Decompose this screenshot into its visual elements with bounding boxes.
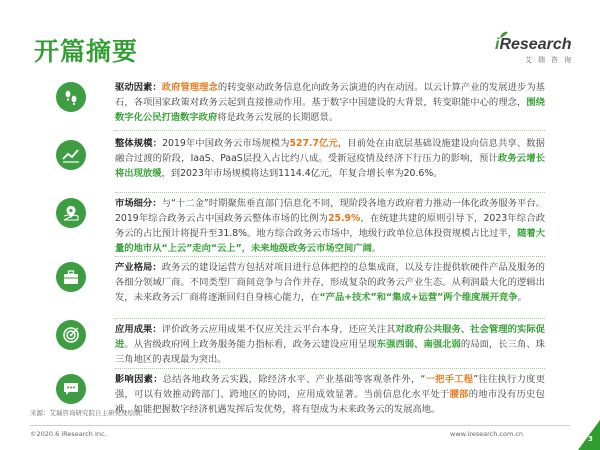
section-label: 整体规模：	[115, 138, 163, 149]
section-results: 应用成果：评价政务云应用成果不仅应关注云平台本身，还应关注其对政府公共服务、社会管理的实际促进。从省级政府网上政务服务能力指标看，政务云建设应用呈现东强西弱、南强北弱的局面，长三角、珠三角地区的表现最为突出。	[115, 324, 545, 365]
website-url: www.iresearch.com.cn	[450, 430, 524, 438]
target-icon	[56, 320, 86, 350]
page-title: 开篇摘要	[34, 37, 139, 66]
section-segmentation: 市场细分：与“十二金”时期聚焦垂直部门信息化不同，现阶段各地方政府着力推动一体化政务服务平台。2019年综合政务云占中国政务云整体市场的比例为25.9%，在统建共建的原则引导下，2023年综合政务云的占比预计将提升至31.8%。地方综合政务云市场中，地级行政单位总体投资规模占比过半，随着大量的地市从“上云”走向“云上”，未来地级政务云市场空间广阔。	[115, 198, 545, 254]
footsteps-icon	[56, 82, 86, 112]
page-number: 3	[588, 435, 593, 443]
section-label: 市场细分：	[115, 198, 162, 209]
section-label: 应用成果：	[115, 324, 162, 335]
footer-divider	[30, 425, 570, 426]
line-chart-icon	[56, 140, 86, 170]
divider	[115, 130, 545, 131]
source-note: 来源：艾瑞咨询研究院自主研究及绘制。	[30, 409, 147, 417]
divider	[115, 192, 545, 193]
section-drivers: 驱动因素：政府管理理念的转变驱动政务信息化向政务云演进的内在动因。以云计算产业的发展进步为基石，各项国家政策对政务云起到直接推动作用。基于数字中国建设的大背景，转变职能中心的理念，围绕数字化公民打造数字政府将是政务云发展的长期愿景。	[115, 82, 545, 123]
brand-cn: 艾瑞咨询	[525, 56, 577, 64]
section-factors: 影响因素：总结各地政务云实践，除经济水平、产业基础等客观条件外，“一把手工程”往往执行力度更强，可以有效推动跨部门、跨地区的协同，应用成效显著。当前信息化水平处于腰部的地市没有历史包袱，如能把握数字经济机遇发挥后发优势，将有望成为未来政务云的发展高地。	[115, 374, 545, 415]
speech-bubble-icon	[56, 374, 86, 404]
section-label: 驱动因素：	[115, 82, 162, 93]
briefcase-icon	[56, 262, 86, 292]
section-scale: 整体规模：2019年中国政务云市场规模为527.7亿元，目前处在由底层基础设施建设向信息共享、数据融合过渡的阶段，IaaS、PaaS层投入占比约八成。受新冠疫情及经济下行压力的影响，预计政务云增长将出现放缓，到2023年市场规模将达到1114.4亿元，年复合增长率为20.6%。	[115, 138, 545, 179]
brand-wordmark: iResearch	[495, 36, 572, 53]
map-location-icon	[56, 198, 86, 228]
brand-logo	[495, 36, 585, 65]
divider	[115, 368, 545, 369]
leaf-icon	[499, 31, 509, 39]
section-industry: 产业格局：政务云的建设运营方包括对项目进行总体把控的总集成商，以及专注提供软硬件产品及服务的各细分领域厂商。不同类型厂商间竞争与合作并存，形成复杂的政务云产业生态。从利润最大化的逻辑出发，未来政务云厂商将逐渐回归自身核心能力，在“产品+技术”和“集成+运营”两个维度展开竞争。	[115, 262, 545, 303]
divider	[115, 256, 545, 257]
copyright: ©2020.6 iResearch Inc.	[30, 430, 107, 438]
section-label: 影响因素：	[115, 374, 163, 385]
section-label: 产业格局：	[115, 262, 162, 273]
divider	[115, 318, 545, 319]
